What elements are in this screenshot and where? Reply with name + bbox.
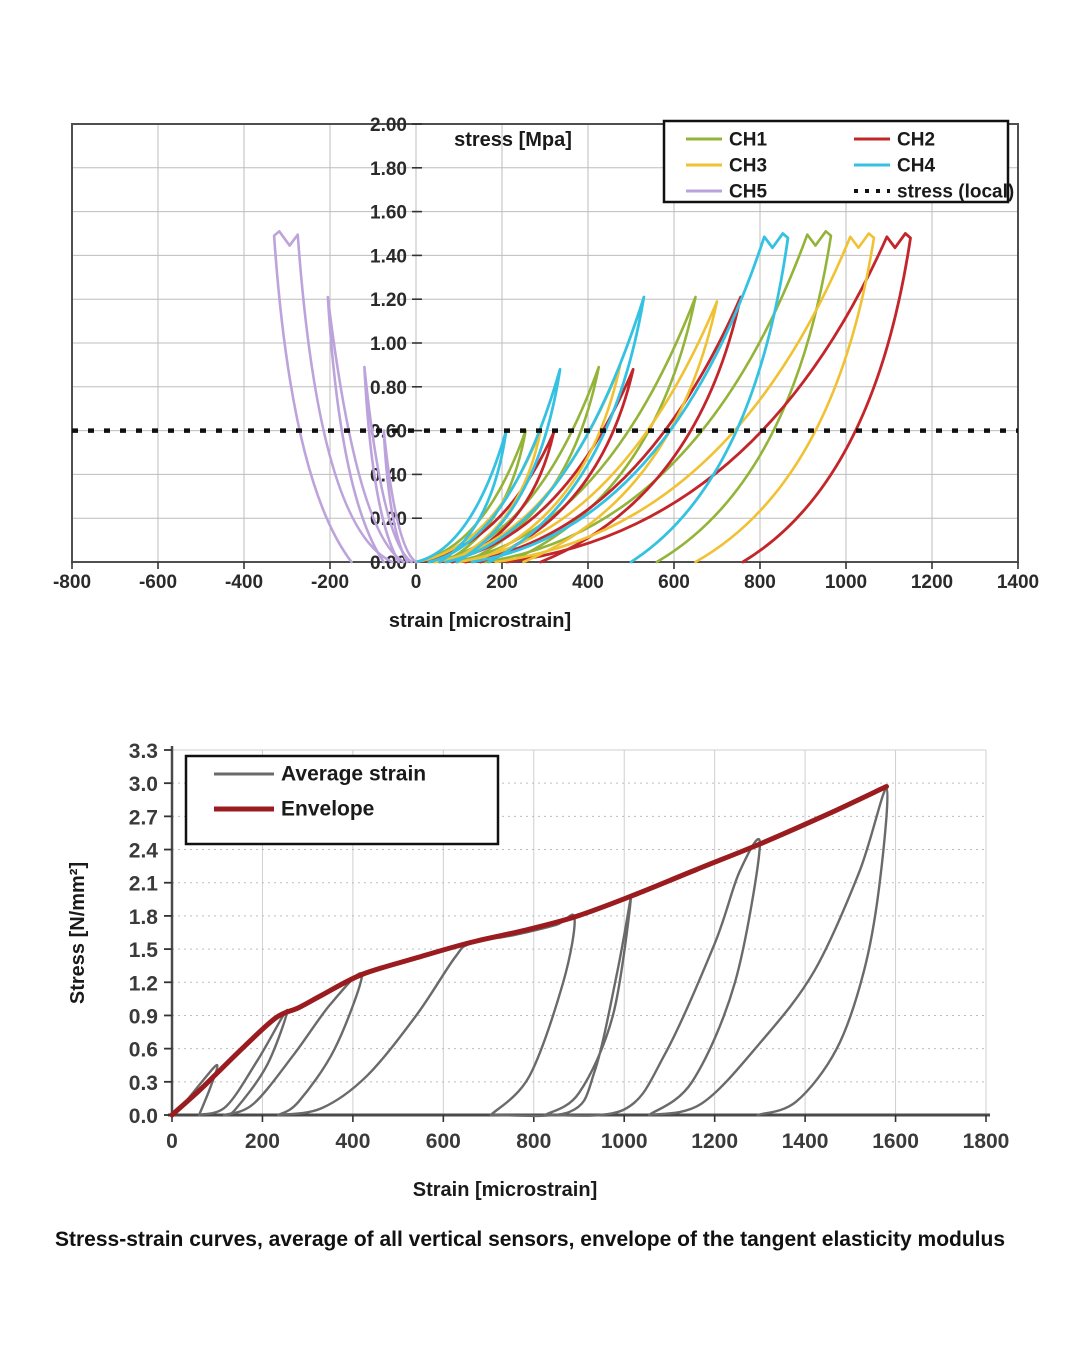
series-average-strain	[491, 896, 631, 1116]
series-average-strain	[199, 1010, 287, 1115]
svg-text:1400: 1400	[781, 1130, 829, 1153]
svg-text:0.9: 0.9	[128, 1005, 158, 1029]
svg-text:3.0: 3.0	[128, 773, 158, 797]
svg-text:200: 200	[486, 572, 518, 593]
legend-label-ch4: CH4	[897, 155, 936, 177]
legend-label-envelope: Envelope	[281, 797, 375, 821]
svg-text:200: 200	[244, 1130, 280, 1153]
legend-label-ch1: CH1	[729, 129, 768, 151]
legend-label-ch2: CH2	[897, 129, 936, 151]
svg-text:2.1: 2.1	[128, 872, 158, 896]
chart-2	[67, 740, 1009, 1201]
svg-text:-200: -200	[310, 572, 350, 593]
chart-1-legend	[664, 121, 1014, 203]
legend-label-ch5: CH5	[729, 181, 768, 203]
svg-text:1000: 1000	[824, 572, 868, 593]
svg-text:400: 400	[335, 1130, 371, 1153]
chart-1-series	[72, 231, 1018, 562]
chart-1-xaxis-label: strain [microstrain]	[388, 610, 572, 632]
svg-text:1.40: 1.40	[370, 246, 407, 268]
svg-text:-600: -600	[138, 572, 178, 593]
svg-text:0.20: 0.20	[370, 509, 407, 531]
svg-text:2.00: 2.00	[370, 115, 407, 136]
series-average-strain	[545, 839, 760, 1116]
svg-text:1400: 1400	[996, 572, 1040, 593]
svg-text:800: 800	[744, 572, 776, 593]
legend-label-ch3: CH3	[729, 155, 768, 177]
svg-text:1.00: 1.00	[370, 334, 407, 355]
svg-text:0.60: 0.60	[370, 421, 407, 443]
svg-text:2.4: 2.4	[128, 839, 158, 863]
svg-text:0.00: 0.00	[370, 553, 407, 574]
svg-text:1200: 1200	[910, 572, 954, 593]
legend-label-stress-local: stress (local)	[897, 181, 1015, 203]
svg-text:-400: -400	[224, 572, 264, 593]
svg-text:1200: 1200	[691, 1130, 739, 1153]
svg-text:400: 400	[572, 572, 604, 593]
svg-text:1.8: 1.8	[128, 905, 158, 929]
chart-1	[53, 115, 1039, 632]
figure-caption: Stress-strain curves, average of all vertical sensors, envelope of the tangent elasticity modulus	[55, 1228, 1006, 1251]
svg-text:0.40: 0.40	[370, 465, 407, 487]
svg-text:1.20: 1.20	[370, 290, 407, 312]
svg-text:600: 600	[658, 572, 690, 593]
chart-2-legend	[186, 756, 498, 844]
svg-text:0: 0	[410, 572, 422, 593]
svg-text:1.5: 1.5	[128, 939, 158, 963]
svg-text:2.7: 2.7	[128, 806, 158, 830]
legend-label-average-strain: Average strain	[281, 762, 427, 786]
svg-text:600: 600	[425, 1130, 461, 1153]
svg-text:-800: -800	[52, 572, 92, 593]
svg-text:1.80: 1.80	[370, 158, 407, 180]
svg-text:1800: 1800	[962, 1130, 1010, 1153]
svg-text:0.0: 0.0	[128, 1105, 158, 1128]
svg-text:0: 0	[166, 1130, 178, 1153]
svg-text:0.6: 0.6	[128, 1038, 158, 1062]
svg-text:0.3: 0.3	[128, 1071, 158, 1095]
svg-text:1.2: 1.2	[128, 972, 158, 996]
svg-text:1.60: 1.60	[370, 202, 407, 224]
svg-text:800: 800	[516, 1130, 552, 1153]
chart-2-xaxis-label: Strain [microstrain]	[412, 1179, 598, 1201]
svg-text:3.3: 3.3	[128, 740, 158, 763]
series-average-strain	[649, 789, 887, 1115]
svg-text:1000: 1000	[600, 1130, 648, 1153]
svg-text:0.80: 0.80	[370, 377, 407, 399]
chart-2-yaxis-label: Stress [N/mm²]	[67, 861, 89, 1005]
svg-text:1600: 1600	[872, 1130, 919, 1153]
chart-1-title: stress [Mpa]	[454, 129, 572, 151]
